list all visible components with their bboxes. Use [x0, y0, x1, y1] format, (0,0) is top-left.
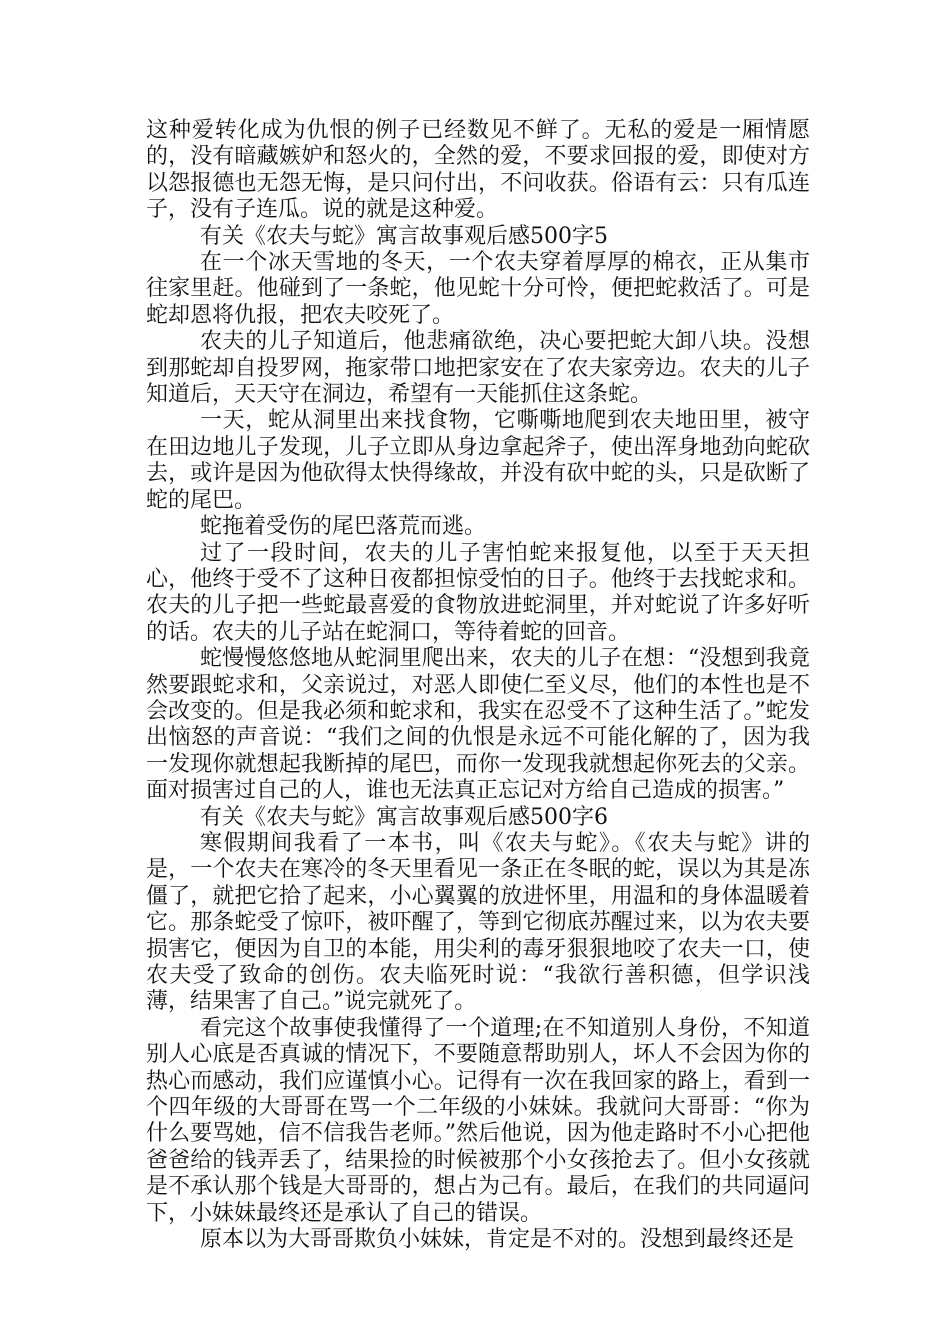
- paragraph: 原本以为大哥哥欺负小妹妹，肯定是不对的。没想到最终还是: [200, 1227, 795, 1253]
- paragraph: 一天，蛇从洞里出来找食物，它嘶嘶地爬到农夫地田里，被守在田边地儿子发现，儿子立即从身边拿起斧子，使出浑身地劲向蛇砍去，或许是因为他砍得太快得缘故，并没有砍中蛇的头，只是砍断了蛇的尾巴。: [146, 408, 810, 513]
- paragraph: 过了一段时间，农夫的儿子害怕蛇来报复他，以至于天天担心，他终于受不了这种日夜都担惊受怕的日子。他终于去找蛇求和。农夫的儿子把一些蛇最喜爱的食物放进蛇洞里，并对蛇说了许多好听的话。农夫的儿子站在蛇洞口，等待着蛇的回音。: [146, 540, 810, 645]
- section-heading-5: 有关《农夫与蛇》寓言故事观后感500字5: [200, 223, 608, 249]
- paragraph-continued: 这种爱转化成为仇恨的例子已经数见不鲜了。无私的爱是一厢情愿的，没有暗藏嫉妒和怒火的，全然的爱，不要求回报的爱，即使对方以怨报德也无怨无悔，是只问付出，不问收获。俗语有云：只有瓜连子，没有子连瓜。说的就是这种爱。: [146, 118, 810, 223]
- document-body: [146, 118, 810, 1253]
- paragraph: 在一个冰天雪地的冬天，一个农夫穿着厚厚的棉衣，正从集市往家里赶。他碰到了一条蛇，他见蛇十分可怜，便把蛇救活了。可是蛇却恩将仇报，把农夫咬死了。: [146, 250, 810, 328]
- paragraph: 看完这个故事使我懂得了一个道理;在不知道别人身份，不知道别人心底是否真诚的情况下，不要随意帮助别人，坏人不会因为你的热心而感动，我们应谨慎小心。记得有一次在我回家的路上，看到一个四年级的大哥哥在骂一个二年级的小妹妹。我就问大哥哥：“你为什么要骂她，信不信我告老师。”然后他说，因为他走路时不小心把他爸爸给的钱弄丢了，结果捡的时候被那个小女孩抢去了。但小女孩就是不承认那个钱是大哥哥的，想占为己有。最后，在我们的共同逼问下，小妹妹最终还是承认了自己的错误。: [146, 1015, 810, 1226]
- paragraph: 农夫的儿子知道后，他悲痛欲绝，决心要把蛇大卸八块。没想到那蛇却自投罗网，拖家带口地把家安在了农夫家旁边。农夫的儿子知道后，天天守在洞边，希望有一天能抓住这条蛇。: [146, 329, 810, 408]
- paragraph: 寒假期间我看了一本书，叫《农夫与蛇》。《农夫与蛇》讲的是，一个农夫在寒冷的冬天里看见一条正在冬眠的蛇，误以为其是冻僵了，就把它拾了起来，小心翼翼的放进怀里，用温和的身体温暖着它。那条蛇受了惊吓，被吓醒了，等到它彻底苏醒过来，以为农夫要损害它，便因为自卫的本能，用尖利的毒牙狠狠地咬了农夫一口，使农夫受了致命的创伤。农夫临死时说：“我欲行善积德，但学识浅薄，结果害了自己。”说完就死了。: [146, 830, 810, 1015]
- section-heading-6: 有关《农夫与蛇》寓言故事观后感500字6: [200, 804, 608, 830]
- paragraph: 蛇慢慢悠悠地从蛇洞里爬出来，农夫的儿子在想：“没想到我竟然要跟蛇求和，父亲说过，对恶人即使仁至义尽，他们的本性也是不会改变的。但是我必须和蛇求和，我实在忍受不了这种生活了。”蛇发出恼怒的声音说：“我们之间的仇恨是永远不可能化解的了，因为我一发现你就想起我断掉的尾巴，而你一发现我就想起你死去的父亲。面对损害过自己的人，谁也无法真正忘记对方给自己造成的损害。”: [146, 646, 810, 804]
- paragraph: 蛇拖着受伤的尾巴落荒而逃。: [200, 514, 487, 540]
